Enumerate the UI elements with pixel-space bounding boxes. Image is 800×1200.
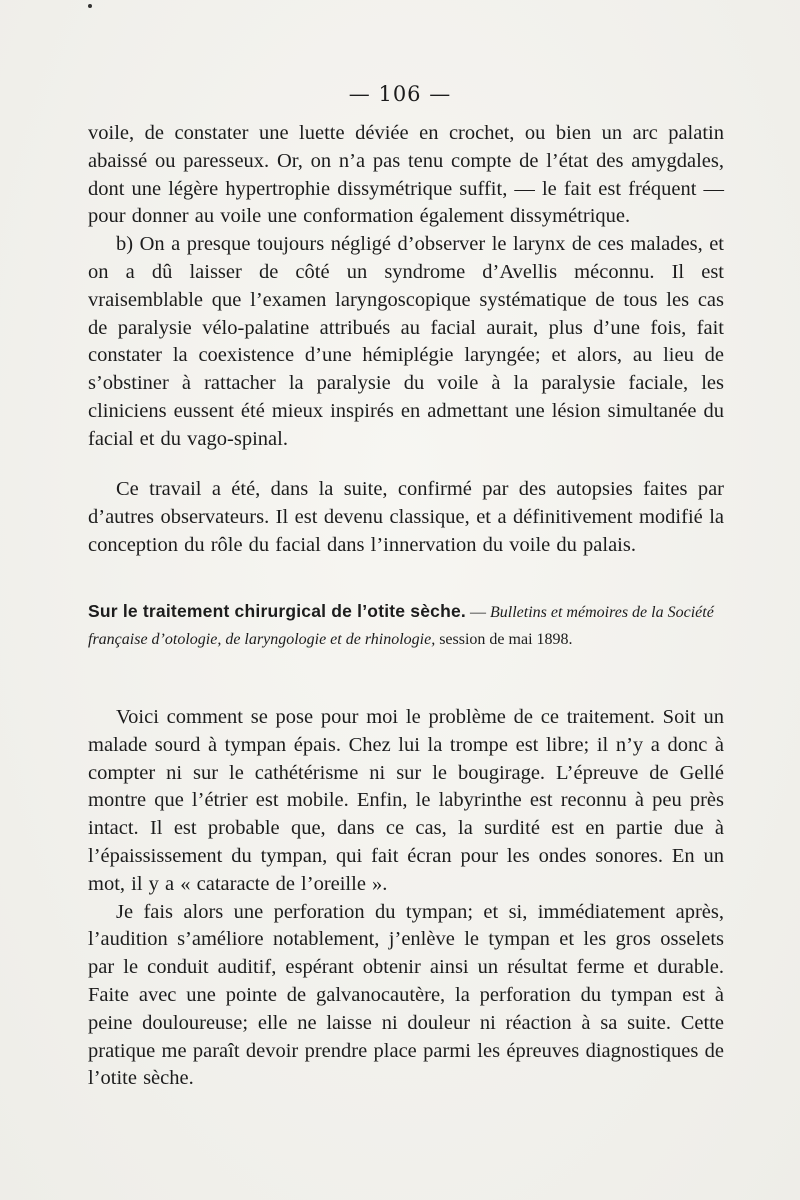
- paragraph: Voici comment se pose pour moi le problème de ce traitement. Soit un malade sourd à tympan épais. Chez lui la trompe est libre; il n’y a donc à compter ni sur le cathétérisme ni sur le bougirage. L’épreuve de Gellé montre que l’étrier est mobile. Enfin, le labyrinthe est reconnu à peu près intact. Il est probable que, dans ce cas, la surdité est en partie due à l’épaississement du tympan, qui fait écran pour les ondes sonores. En un mot, il y a « cataracte de l’oreille ».: [88, 706, 724, 895]
- section-heading: [88, 598, 738, 653]
- heading-dash: —: [466, 604, 490, 621]
- paragraph: Ce travail a été, dans la suite, confirmé par des autopsies faites par d’autres observateurs. Il est devenu classique, et a définitivement modifié la conception du rôle du facial dans l’innervation du voile du palais.: [88, 478, 724, 556]
- page-number: — 106 —: [348, 82, 452, 106]
- paragraph: b) On a presque toujours négligé d’observer le larynx de ces malades, et on a dû laisser de côté un syndrome d’Avellis méconnu. Il est vraisemblable que l’examen laryngoscopique systématique de tous les cas de paralysie vélo-palatine attribués au facial aurait, plus d’une fois, fait constater la coexistence d’une hémiplégie laryngée; et alors, au lieu de s’obstiner à rattacher la paralysie du voile à la paralysie faciale, les cliniciens eussent été mieux inspirés en admettant une lésion simultanée du facial et du vago-spinal.: [88, 233, 724, 450]
- paragraph: Je fais alors une perforation du tympan; et si, immédiatement après, l’audition s’améliore notablement, j’enlève le tympan et les gros osselets par le conduit auditif, espérant obtenir ainsi un résultat ferme et durable. Faite avec une pointe de galvanocautère, la perforation du tympan est à peine douloureuse; elle ne laisse ni douleur ni réaction à sa suite. Cette pratique me paraît devoir prendre place parmi les épreuves diagnostiques de l’otite sèche.: [88, 900, 724, 1090]
- paragraph-block-facial-paralysis: [88, 120, 724, 454]
- publication-citation: Bulletins et mémoires de la Société française d’otologie, de laryngologie et de rhinologie,: [88, 604, 714, 648]
- paragraph-block-otite-seche: [88, 704, 724, 1093]
- session-date: session de mai 1898.: [435, 631, 573, 648]
- section-title: Sur le traitement chirurgical de l’otite sèche.: [88, 601, 466, 621]
- ink-speck: [88, 4, 92, 8]
- paragraph-block-confirmation: [88, 476, 724, 559]
- paragraph: voile, de constater une luette déviée en crochet, ou bien un arc palatin abaissé ou paresseux. Or, on n’a pas tenu compte de l’état des amygdales, dont une légère hypertrophie dissymétrique suffit, — le fait est fréquent — pour donner au voile une conformation également dissymétrique.: [88, 122, 724, 228]
